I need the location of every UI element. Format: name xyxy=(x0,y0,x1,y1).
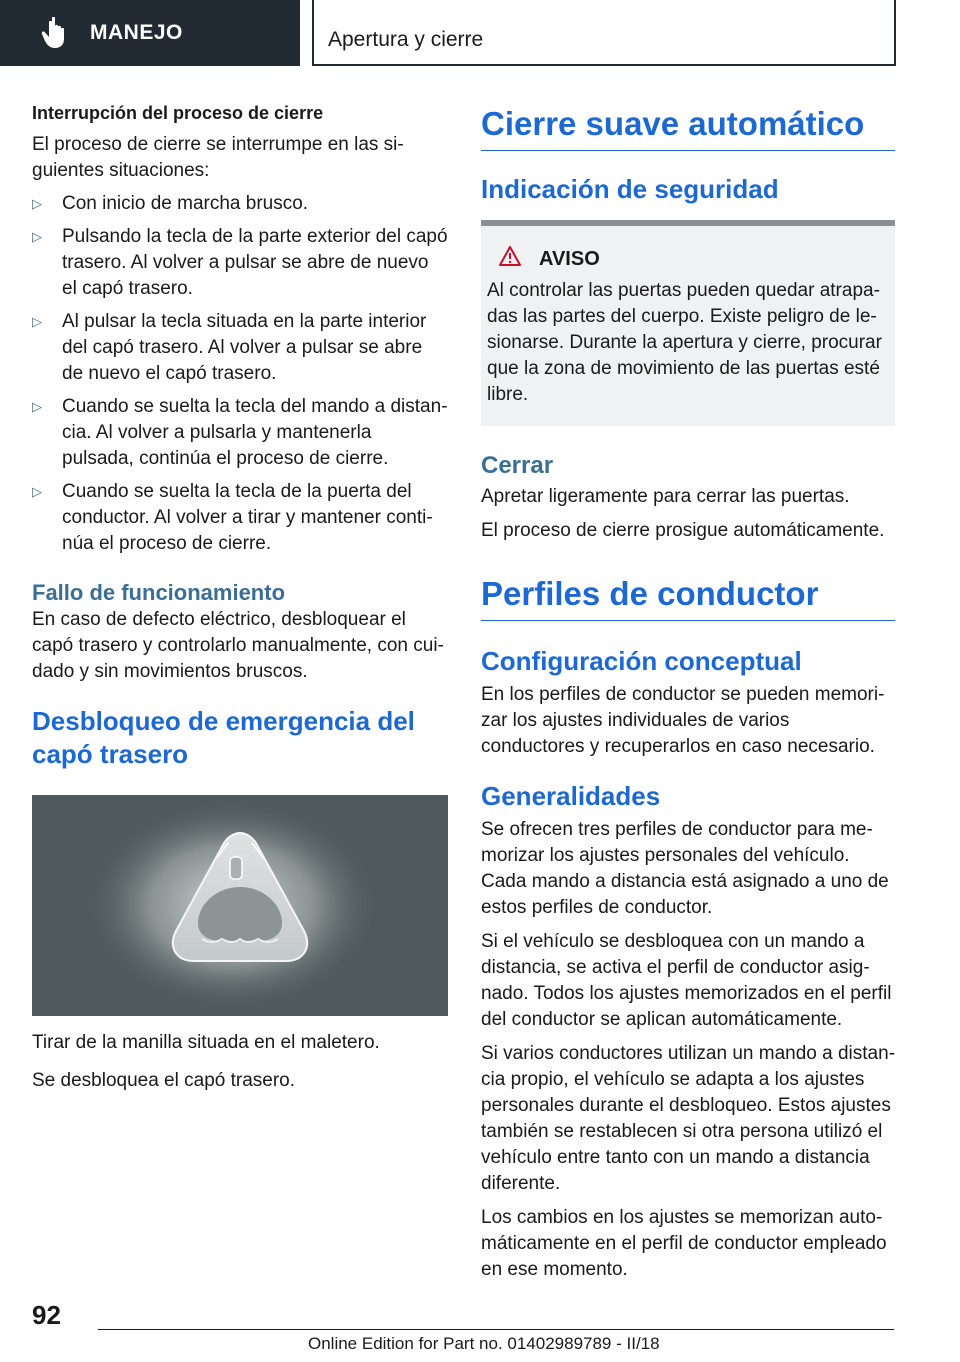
close-text-1: Apretar ligeramente para cerrar las puertas. xyxy=(481,486,850,507)
list-item-text: Cuando se suelta la tecla del mando a distancia. Al volver a pulsarla y mantenerla pulsada, continúa el proceso de cierre. xyxy=(62,396,448,469)
close-text-2: El proceso de cierre prosigue automáticamente. xyxy=(481,520,885,541)
bullet-triangle-icon: ▷ xyxy=(32,229,42,244)
chapter-title: Apertura y cierre xyxy=(328,28,484,51)
interrupt-list xyxy=(32,191,448,557)
profiles-heading-wrap xyxy=(481,574,895,621)
general-text-3: Si varios conductores utilizan un mando a distancia propio, el vehículo se adapta a los ajustes personales durante el desbloqueo. Estos ajustes también se restablecen si otra persona utilizó el vehículo entre tanto con un mando a distancia diferente. xyxy=(481,1043,896,1194)
warning-label: AVISO xyxy=(539,247,600,270)
warning-box xyxy=(481,220,895,426)
right-column xyxy=(481,104,895,1283)
warning-triangle-icon xyxy=(499,246,521,272)
list-item xyxy=(32,309,448,387)
warning-text: Al controlar las puertas pueden quedar atrapadas las partes del cuerpo. Existe peligro de lesionarse. Durante la apertura y cierre, procurar que la zona de movimiento de las puertas esté libre. xyxy=(487,280,882,405)
list-item-text: Pulsando la tecla de la parte exterior del capó trasero. Al volver a pulsar se abre de nuevo el capó trasero. xyxy=(62,226,448,299)
section-label: MANEJO xyxy=(90,21,183,44)
general-text-1: Se ofrecen tres perfiles de conductor para memorizar los ajustes personales del vehículo. Cada mando a distancia está asignado a uno de estos perfiles de conductor. xyxy=(481,819,889,918)
bullet-triangle-icon: ▷ xyxy=(32,399,42,414)
close-heading: Cerrar xyxy=(481,452,554,479)
soft-close-heading: Cierre suave automático xyxy=(481,105,865,142)
interrupt-intro: El proceso de cierre se interrumpe en las siguientes situaciones: xyxy=(32,134,404,181)
emergency-heading: Desbloqueo de emergencia del capó trasero xyxy=(32,706,415,769)
safety-heading: Indicación de seguridad xyxy=(481,174,779,204)
page-number: 92 xyxy=(32,1300,61,1330)
hand-pointer-icon xyxy=(38,13,78,53)
edition-note: Online Edition for Part no. 01402989789 - II/18 xyxy=(308,1334,660,1353)
list-item-text: Cuando se suelta la tecla de la puerta del conductor. Al volver a tirar y mantener continúa el proceso de cierre. xyxy=(62,481,433,554)
failure-heading: Fallo de funcionamiento xyxy=(32,580,286,605)
general-text-4: Los cambios en los ajustes se memorizan automáticamente en el perfil de conductor empleado en ese momento. xyxy=(481,1207,887,1280)
interrupt-title: Interrupción del proceso de cierre xyxy=(32,103,324,123)
emergency-handle-illustration xyxy=(32,795,448,1016)
list-item-text: Con inicio de marcha brusco. xyxy=(62,193,309,214)
general-text-2: Si el vehículo se desbloquea con un mando a distancia, se activa el perfil de conductor asignado. Todos los ajustes memorizados en el perfil del conductor se aplican automáticamente. xyxy=(481,931,892,1030)
profiles-heading: Perfiles de conductor xyxy=(481,575,819,612)
bullet-triangle-icon: ▷ xyxy=(32,484,42,499)
failure-text: En caso de defecto eléctrico, desbloquear el capó trasero y controlarlo manualmente, con cuidado y sin movimientos bruscos. xyxy=(32,609,444,682)
footer-divider xyxy=(98,1329,894,1330)
list-item xyxy=(32,224,448,302)
bullet-triangle-icon: ▷ xyxy=(32,196,42,211)
pull-instruction: Tirar de la manilla situada en el maletero. xyxy=(32,1032,380,1053)
warning-header xyxy=(487,246,889,272)
general-heading: Generalidades xyxy=(481,781,661,811)
section-tab xyxy=(0,0,300,66)
list-item xyxy=(32,479,448,557)
left-column xyxy=(32,100,448,1094)
bullet-triangle-icon: ▷ xyxy=(32,314,42,329)
list-item xyxy=(32,191,448,217)
soft-close-heading-wrap xyxy=(481,104,895,151)
chapter-header xyxy=(312,0,896,66)
list-item xyxy=(32,394,448,472)
list-item-text: Al pulsar la tecla situada en la parte interior del capó trasero. Al volver a pulsar se abre de nuevo el capó trasero. xyxy=(62,311,427,384)
concept-heading: Configuración conceptual xyxy=(481,646,802,676)
concept-text: En los perfiles de conductor se pueden memorizar los ajustes individuales de varios conductores y recuperarlos en caso necesario. xyxy=(481,684,885,757)
unlock-result: Se desbloquea el capó trasero. xyxy=(32,1070,296,1091)
